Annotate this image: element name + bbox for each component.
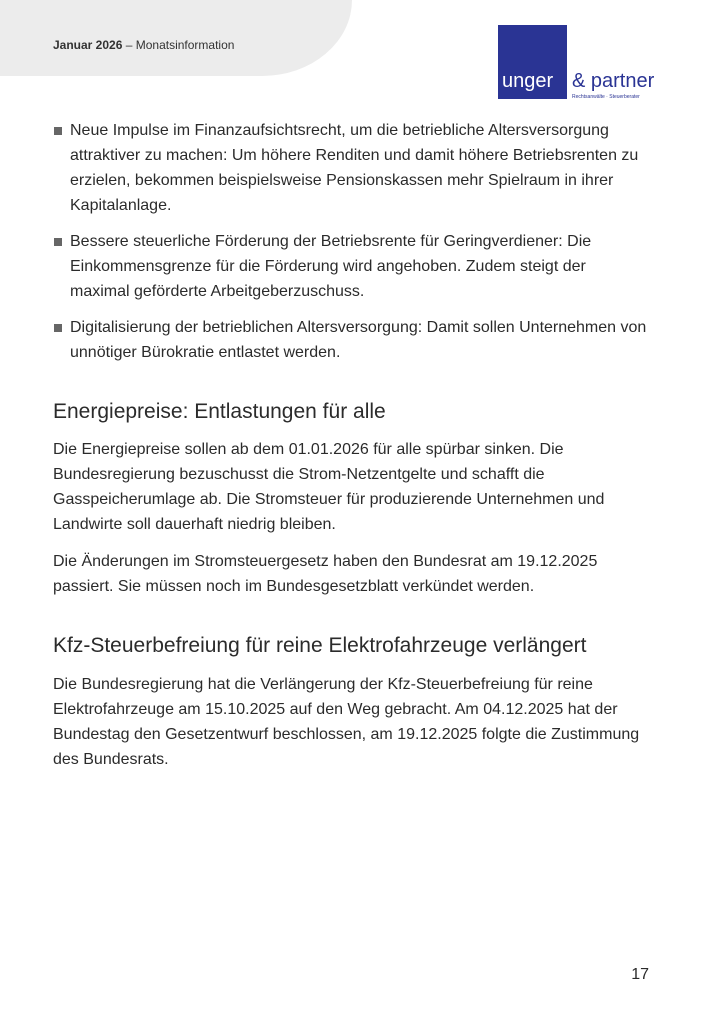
logo-subtitle: Rechtsanwälte · Steuerberater [572,94,640,100]
kfz-paragraph-1: Die Bundesregierung hat die Verlängerung der Kfz-Steuerbefreiung für reine Elektrofahrzeuge am 15.10.2025 auf den Weg gebracht. Am 04.12.2025 hat der Bundestag den Gesetzentwurf beschlossen, am 19.12.2025 folgte die Zustimmung des Bundesrats. [53,676,640,768]
main-content [53,118,648,772]
header-date: Januar 2026 [53,38,123,52]
list-item [53,118,648,218]
bullet-text: Neue Impulse im Finanzaufsichtsrecht, um die betriebliche Altersversorgung attraktiver zu machen: Um höhere Renditen und damit höhere Betriebsrenten zu erzielen, bekommen beispielsweise Pensionskassen mehr Spielraum in ihrer Kapitalanlage. [70,122,639,214]
square-bullet-icon [54,324,62,332]
bullet-list [53,118,648,365]
bullet-text: Bessere steuerliche Förderung der Betriebsrente für Geringverdiener: Die Einkommensgrenze für die Förderung wird angehoben. Zudem steigt der maximal geförderte Arbeitgeberzuschuss. [70,233,592,300]
logo-name-rest: & partner [572,70,655,92]
header-date-line [53,38,234,52]
energy-paragraph-1: Die Energiepreise sollen ab dem 01.01.2026 für alle spürbar sinken. Die Bundesregierung bezuschusst die Strom-Netzentgelte und schafft die Gasspeicherumlage ab. Die Stromsteuer für produzierende Unternehmen und Landwirte soll dauerhaft niedrig bleiben. [53,441,605,533]
square-bullet-icon [54,238,62,246]
square-bullet-icon [54,127,62,135]
page-number: 17 [631,966,649,983]
bullet-text: Digitalisierung der betrieblichen Altersversorgung: Damit sollen Unternehmen von unnötiger Bürokratie entlastet werden. [70,319,647,361]
energy-heading: Energiepreise: Entlastungen für alle [53,400,386,423]
company-logo [498,25,668,105]
kfz-heading: Kfz-Steuerbefreiung für reine Elektrofahrzeuge verlängert [53,634,587,657]
header-section: Monatsinformation [135,38,235,52]
energy-paragraph-2: Die Änderungen im Stromsteuergesetz haben den Bundesrat am 19.12.2025 passiert. Sie müssen noch im Bundesgesetzblatt verkündet werden. [53,553,598,595]
list-item [53,229,648,304]
logo-name-box: unger [502,70,554,92]
header-separator: – [122,38,136,52]
list-item [53,315,648,365]
